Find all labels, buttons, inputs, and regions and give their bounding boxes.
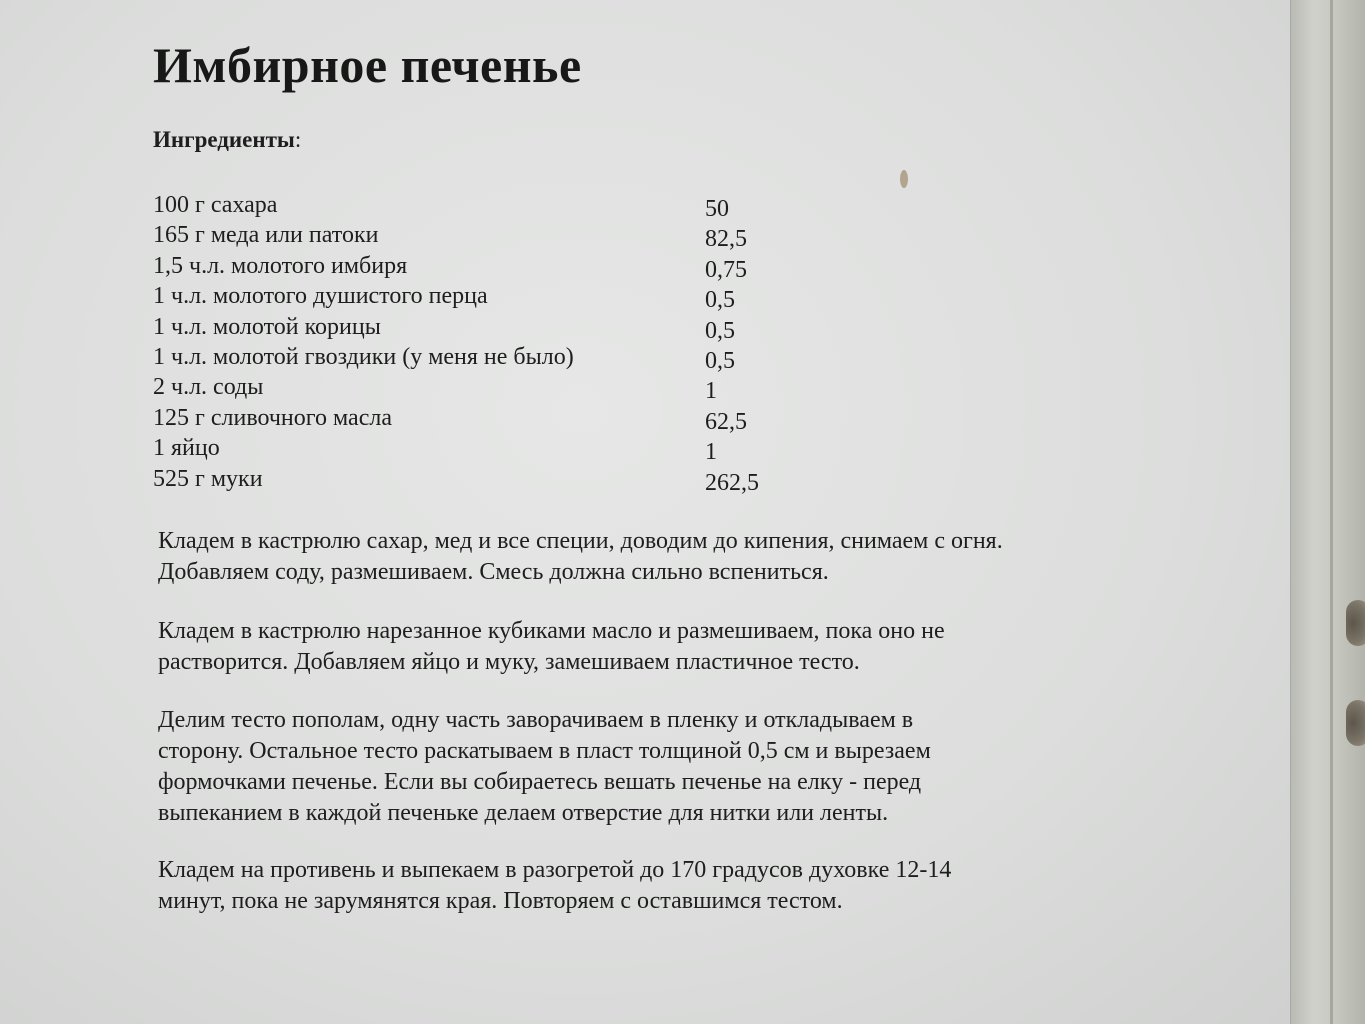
ingredients-list bbox=[153, 190, 853, 494]
binder-sleeve-seam bbox=[1330, 0, 1333, 1024]
binder-hole bbox=[1346, 600, 1365, 646]
ingredient-half-amount: 1 bbox=[705, 439, 717, 466]
step-paragraph-3: Делим тесто пополам, одну часть заворачиваем в пленку и откладываем в сторону. Остальное тесто раскатываем в пласт толщиной 0,5 см и вырезаем формочками печенье. Если вы собираетесь вешать печенье на елку - перед выпеканием в каждой печеньке делаем отверстие для нитки или ленты. bbox=[158, 707, 931, 826]
ingredient-name: 1 ч.л. молотого душистого перца bbox=[153, 283, 488, 310]
recipe-title: Имбирное печенье bbox=[153, 37, 582, 93]
ingredient-half-amount: 0,5 bbox=[705, 287, 735, 314]
ingredient-half-amount: 0,75 bbox=[705, 256, 747, 283]
ingredient-half-amount: 0,5 bbox=[705, 317, 735, 344]
step-paragraph-1: Кладем в кастрюлю сахар, мед и все специи, доводим до кипения, снимаем с огня. Добавляем соду, размешиваем. Смесь должна сильно вспениться. bbox=[158, 528, 1003, 585]
ingredients-heading-colon: : bbox=[294, 127, 302, 152]
ingredient-name: 100 г сахара bbox=[153, 192, 278, 218]
ingredients-heading-label: Ингредиенты bbox=[153, 127, 295, 152]
ingredient-name: 2 ч.л. соды bbox=[153, 374, 264, 401]
ingredient-row bbox=[153, 403, 853, 433]
paper-smudge bbox=[900, 170, 908, 188]
ingredient-name: 1,5 ч.л. молотого имбиря bbox=[153, 252, 408, 279]
ingredient-name: 165 г меда или патоки bbox=[153, 222, 379, 249]
ingredients-heading bbox=[153, 127, 301, 153]
binder-sleeve-edge bbox=[1290, 0, 1365, 1024]
ingredient-row bbox=[153, 342, 853, 372]
ingredient-name: 525 г муки bbox=[153, 465, 263, 492]
ingredient-name: 1 ч.л. молотой гвоздики (у меня не было) bbox=[153, 343, 574, 370]
ingredient-row bbox=[153, 433, 853, 466]
ingredient-half-amount: 82,5 bbox=[705, 226, 747, 253]
ingredient-row bbox=[153, 190, 853, 220]
ingredient-row bbox=[153, 281, 853, 314]
ingredient-row bbox=[153, 251, 853, 281]
ingredient-half-amount: 50 bbox=[705, 196, 729, 222]
ingredient-row bbox=[153, 372, 853, 405]
ingredient-half-amount: 1 bbox=[705, 378, 717, 405]
ingredient-row bbox=[153, 220, 853, 253]
ingredient-name: 125 г сливочного масла bbox=[153, 404, 392, 431]
ingredient-half-amount: 0,5 bbox=[705, 347, 735, 374]
ingredient-row bbox=[153, 464, 853, 494]
ingredient-half-amount: 262,5 bbox=[705, 469, 759, 496]
ingredient-row bbox=[153, 312, 853, 342]
ingredient-name: 1 ч.л. молотой корицы bbox=[153, 313, 381, 340]
binder-hole bbox=[1346, 700, 1365, 746]
ingredient-name: 1 яйцо bbox=[153, 435, 220, 462]
step-paragraph-2: Кладем в кастрюлю нарезанное кубиками масло и размешиваем, пока оно не растворится. Добавляем яйцо и муку, замешиваем пластичное тесто. bbox=[158, 618, 945, 675]
ingredient-half-amount: 62,5 bbox=[705, 408, 747, 435]
step-paragraph-4: Кладем на противень и выпекаем в разогретой до 170 градусов духовке 12-14 минут, пока не зарумянятся края. Повторяем с оставшимся тестом. bbox=[158, 857, 952, 914]
